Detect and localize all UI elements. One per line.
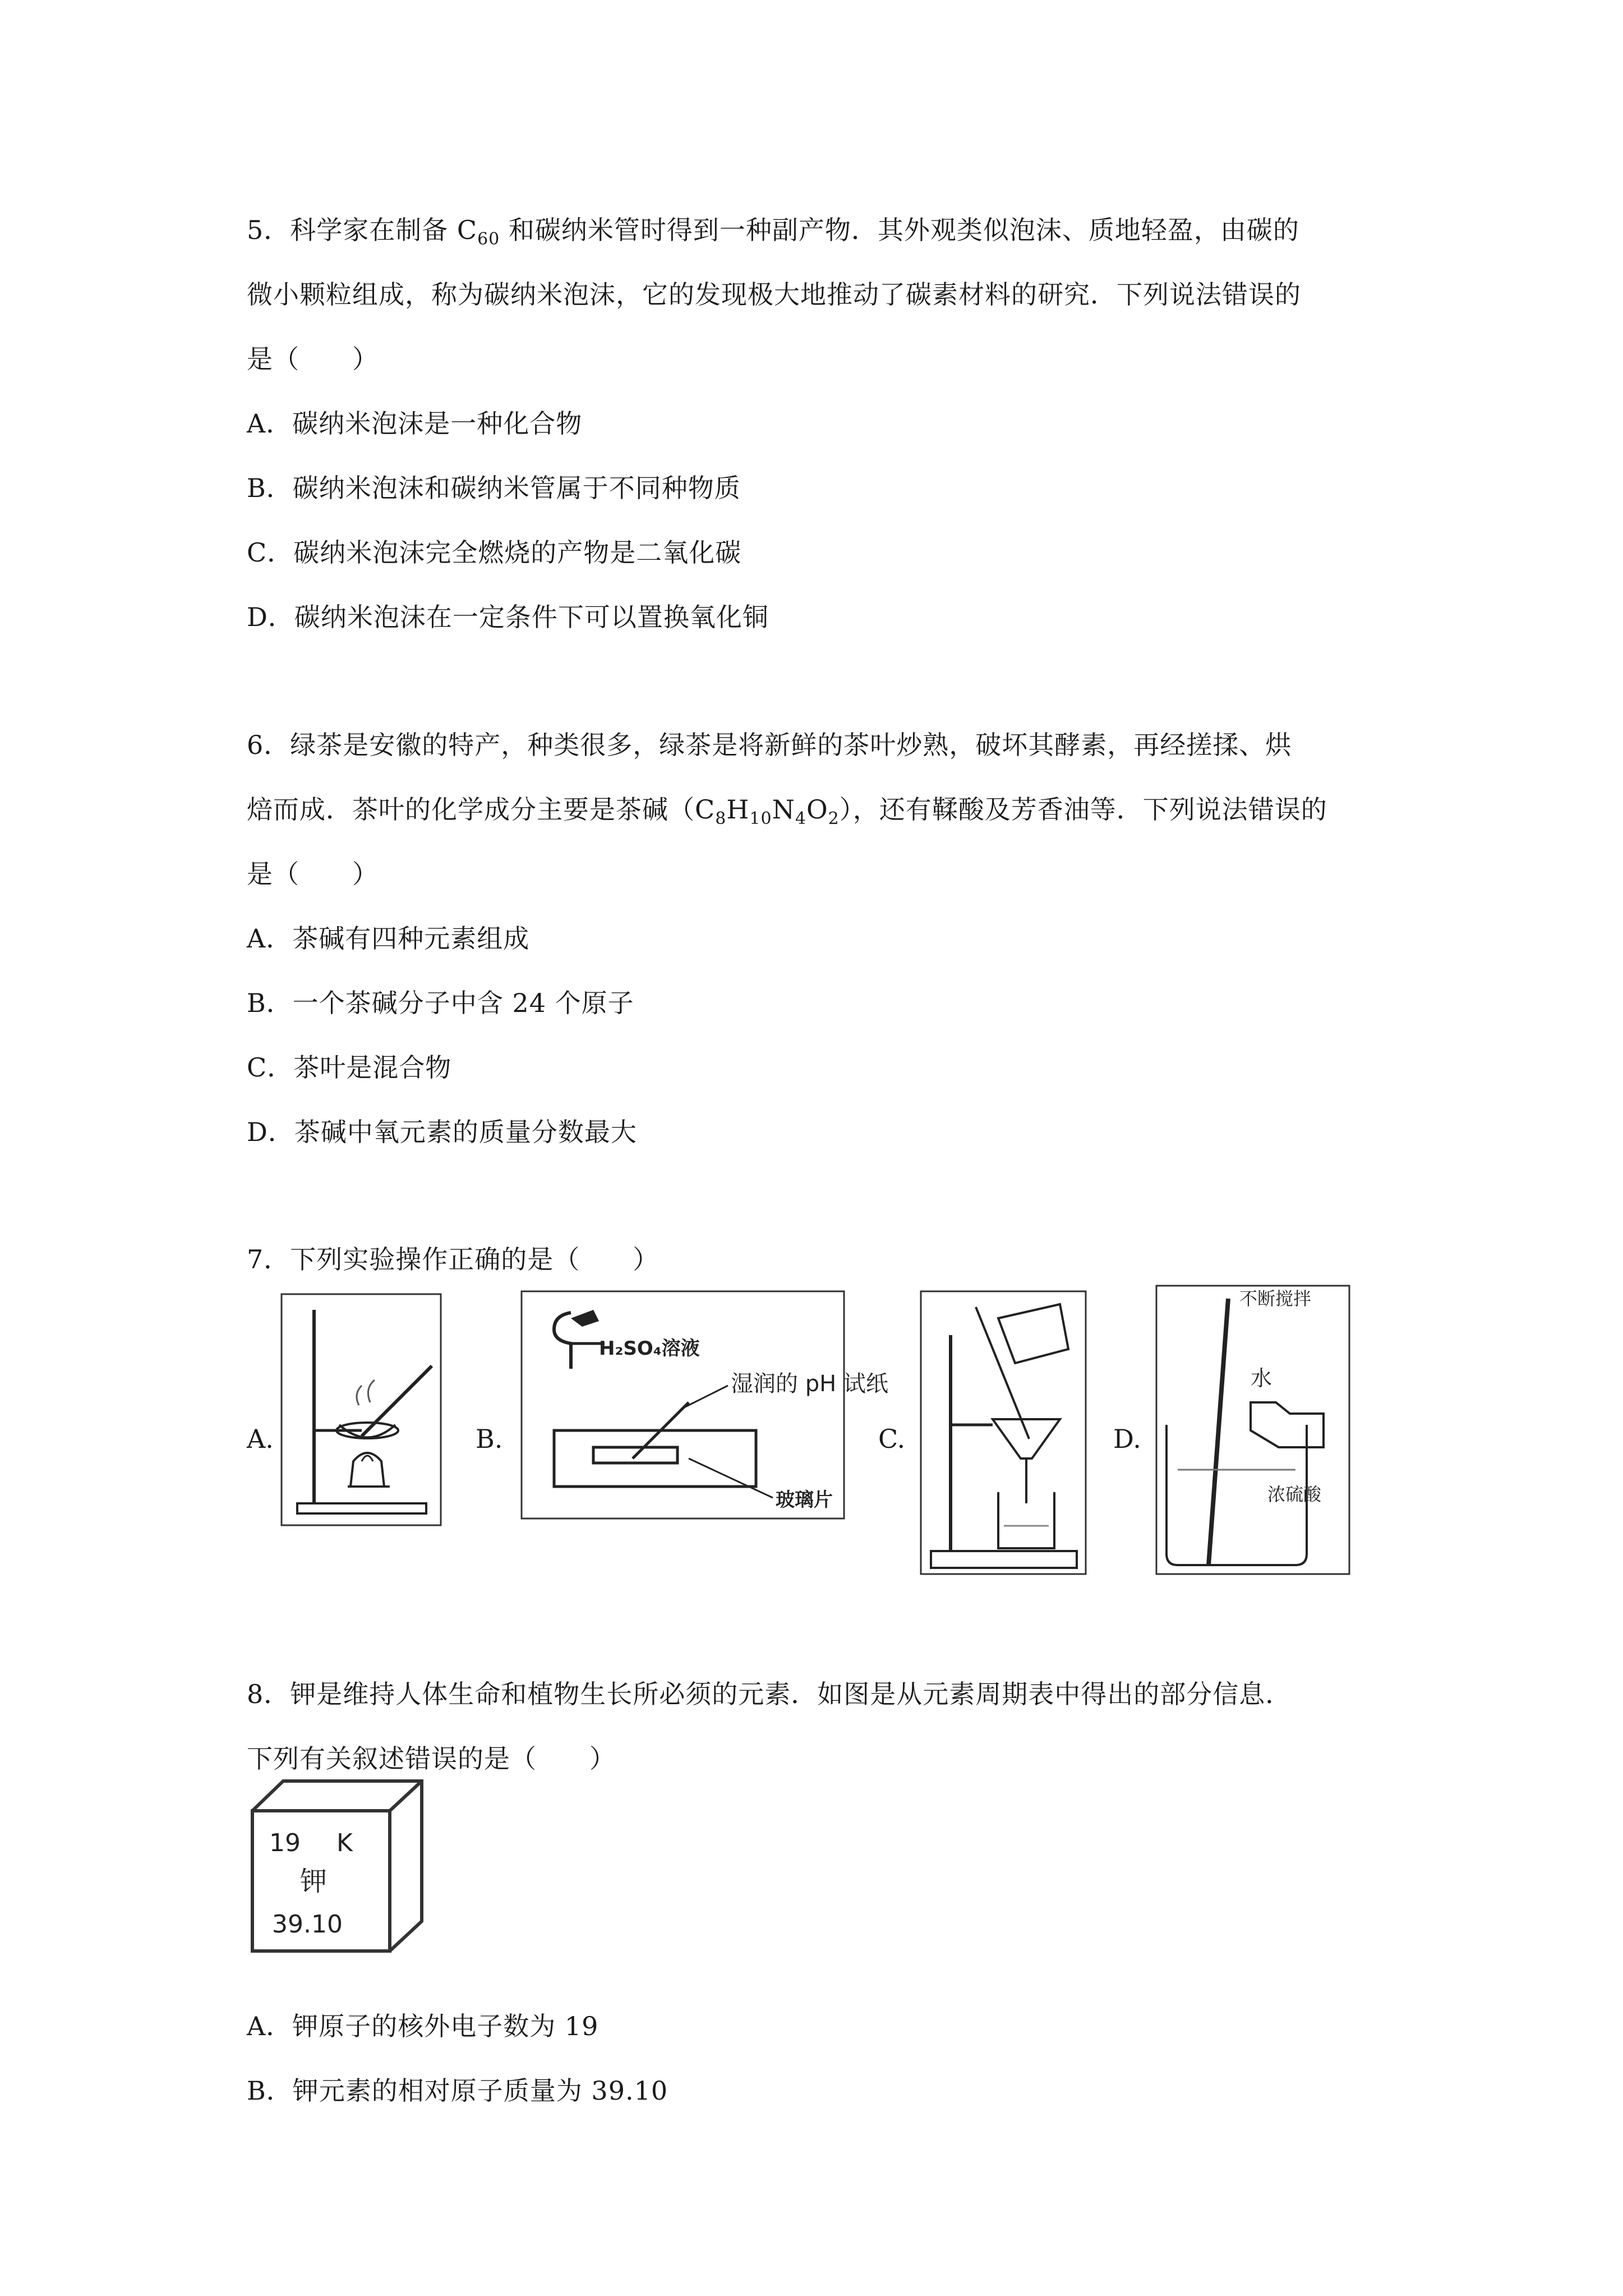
q7-figure-c-filtration [920,1290,1088,1576]
q6-option-d: D．茶碱中氧元素的质量分数最大 [247,1117,637,1147]
element-name: 钾 [300,1866,328,1897]
q7-b-paper-label: 湿润的 pH 试纸 [731,1371,888,1397]
q5-line-3: 是（ ） [247,344,379,374]
q8-line-2: 下列有关叙述错误的是（ ） [247,1743,616,1774]
element-atomic-mass: 39.10 [272,1910,343,1939]
element-tile-potassium [247,1778,426,1958]
q6-option-a: A．茶碱有四种元素组成 [247,923,530,954]
q8-line-1: 8．钾是维持人体生命和植物生长所必须的元素．如图是从元素周期表中得出的部分信息． [247,1679,1292,1709]
q7-label-d: D. [1113,1424,1141,1454]
q7-stem: 7．下列实验操作正确的是（ ） [247,1244,660,1274]
q7-figure-d-dilution [1155,1285,1352,1576]
q5-option-c: C．碳纳米泡沫完全燃烧的产物是二氧化碳 [247,537,742,568]
q7-label-a: A. [247,1424,274,1454]
q6-option-c: C．茶叶是混合物 [247,1052,452,1083]
q7-b-acid-label: H₂SO₄溶液 [599,1337,700,1360]
q7-d-stir-label: 不断搅拌 [1239,1288,1312,1309]
q7-d-acid-label: 浓硫酸 [1267,1484,1322,1505]
q7-d-water-label: 水 [1251,1366,1272,1391]
q5-option-d: D．碳纳米泡沫在一定条件下可以置换氧化铜 [247,602,769,632]
q8-option-b: B．钾元素的相对原子质量为 39.10 [247,2076,668,2106]
q6-line-1: 6．绿茶是安徽的特产，种类很多，绿茶是将新鲜的茶叶炒熟，破坏其酵素，再经搓揉、烘 [247,730,1292,760]
q7-figure-b-ph-test [520,1290,888,1520]
q6-line-3: 是（ ） [247,859,379,889]
q6-line-2: 焙而成．茶叶的化学成分主要是茶碱$(C_8H_{10}N_4O_2)$，还有鞣酸及芳香油等．下列说法错误的 [247,794,1327,829]
q6-option-b: B．一个茶碱分子中含 24 个原子 [247,988,634,1018]
element-atomic-number: 19 [269,1829,301,1857]
q5-option-a: A．碳纳米泡沫是一种化合物 [247,408,583,439]
q7-label-c: C. [878,1424,906,1454]
q7-figure-a-evaporation [280,1293,443,1529]
q7-b-glass-label: 玻璃片 [776,1489,833,1511]
q8-option-a: A．钾原子的核外电子数为 19 [247,2011,599,2041]
element-symbol: K [336,1829,353,1857]
q5-line-2: 微小颗粒组成，称为碳纳米泡沫，它的发现极大地推动了碳素材料的研究．下列说法错误的 [247,279,1301,310]
q5-option-b: B．碳纳米泡沫和碳纳米管属于不同种物质 [247,473,741,503]
q7-label-b: B. [476,1424,503,1454]
q5-line-1: 5．科学家在制备 $C_{60}$ 和碳纳米管时得到一种副产物．其外观类似泡沫、质地轻盈，由碳的 [247,215,1299,249]
